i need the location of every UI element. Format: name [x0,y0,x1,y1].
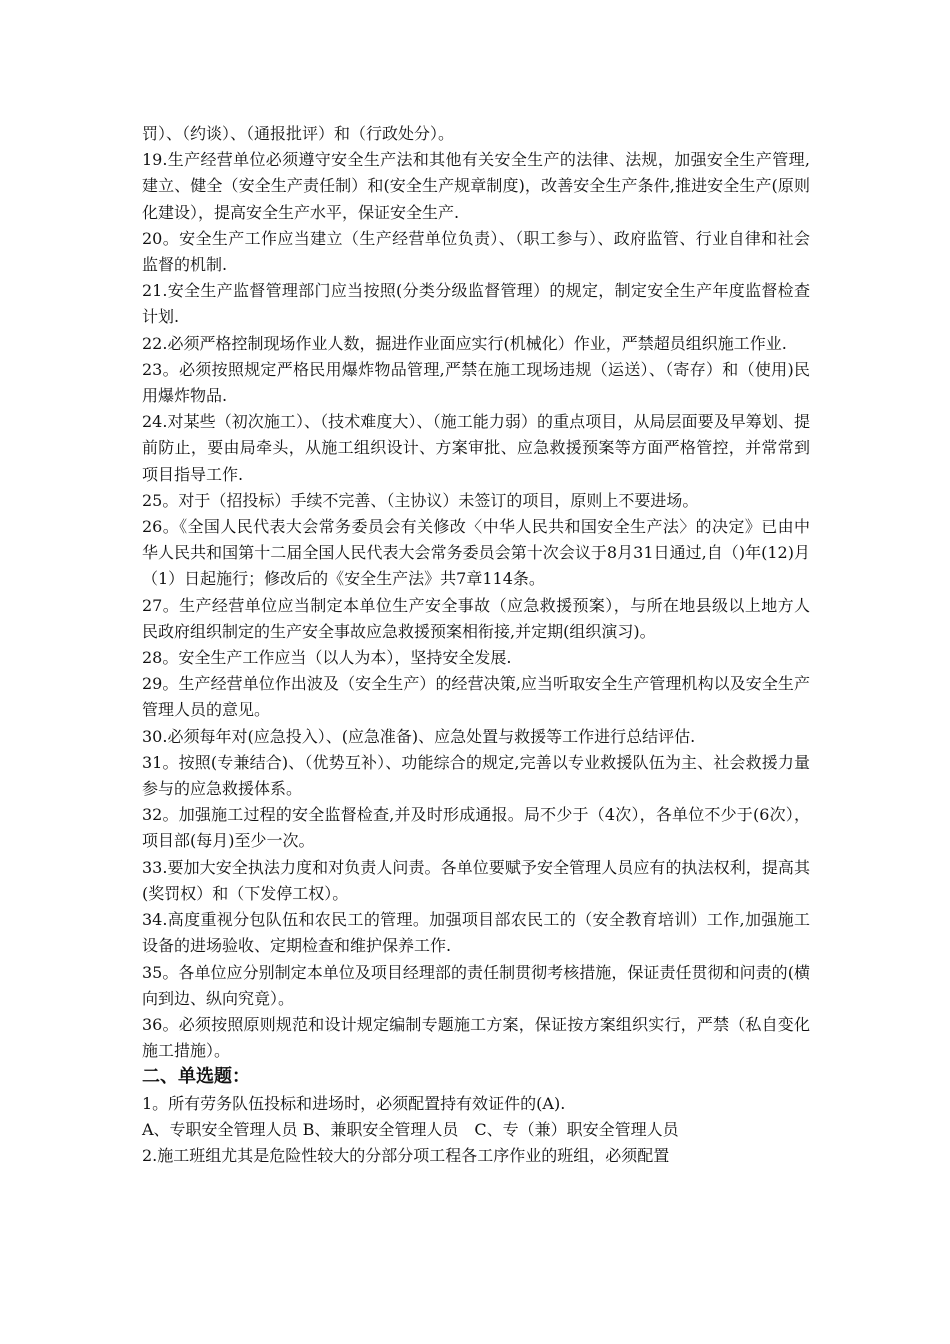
paragraph: 32。加强施工过程的安全监督检查,并及时形成通报。局不少于（4次），各单位不少于(6次），项目部(每月)至少一次。 [142,805,810,851]
question-paragraph: 1。所有劳务队伍投标和进场时，必须配置持有效证件的(A). [142,1093,566,1113]
document-body [142,121,810,1169]
paragraph: 27。生产经营单位应当制定本单位生产安全事故（应急救援预案），与所在地县级以上地方人民政府组织制定的生产安全事故应急救援预案相衔接,并定期(组织演习)。 [142,595,810,641]
paragraph: 22.必须严格控制现场作业人数，掘进作业面应实行(机械化）作业，严禁超员组织施工作业. [142,333,787,353]
paragraph: 34.高度重视分包队伍和农民工的管理。加强项目部农民工的（安全教育培训）工作,加强施工设备的进场验收、定期检查和维护保养工作. [142,910,810,956]
question-paragraph: 2.施工班组尤其是危险性较大的分部分项工程各工序作业的班组，必须配置 [142,1145,670,1165]
paragraph: 33.要加大安全执法力度和对负责人问责。各单位要赋予安全管理人员应有的执法权利，提高其(奖罚权）和（下发停工权）。 [142,857,810,903]
paragraph: 23。必须按照规定严格民用爆炸物品管理,严禁在施工现场违规（运送）、（寄存）和（使用)民用爆炸物品. [142,359,810,406]
paragraph: 35。各单位应分别制定本单位及项目经理部的责任制贯彻考核措施，保证责任贯彻和问责的(横向到边、纵向究竟）。 [142,962,810,1008]
paragraph: 30.必须每年对(应急投入）、(应急准备)、应急处置与救援等工作进行总结评估. [142,726,696,746]
paragraph: 20。安全生产工作应当建立（生产经营单位负责）、（职工参与）、政府监管、行业自律和社会监督的机制. [142,228,810,275]
paragraph: 29。生产经营单位作出波及（安全生产）的经营决策,应当听取安全生产管理机构以及安全生产管理人员的意见。 [142,674,810,720]
paragraph: 26。《全国人民代表大会常务委员会有关修改〈中华人民共和国安全生产法〉的决定》已由中华人民共和国第十二届全国人民代表大会常务委员会第十次会议于8月31日通过,自（)年(12)月（1）日起施行；修改后的《安全生产法》共7章114条。 [142,517,810,589]
answer-options: A、专职安全管理人员 B、兼职安全管理人员 C、专（兼）职安全管理人员 [142,1119,679,1139]
paragraph: 25。对于（招投标）手续不完善、（主协议）未签订的项目，原则上不要进场。 [142,490,699,510]
paragraph: 19.生产经营单位必须遵守安全生产法和其他有关安全生产的法律、法规，加强安全生产管理,建立、健全（安全生产责任制）和(安全生产规章制度)，改善安全生产条件,推进安全生产(原则化建设），提高安全生产水平，保证安全生产. [142,150,810,222]
paragraph: 28。安全生产工作应当（以人为本），坚持安全发展. [142,648,512,668]
paragraph: 24.对某些（初次施工）、（技术难度大）、（施工能力弱）的重点项目，从局层面要及早筹划、提前防止，要由局牵头，从施工组织设计、方案审批、应急救援预案等方面严格管控，并常常到项目指导工作. [142,412,810,484]
paragraph: 21.安全生产监督管理部门应当按照(分类分级监督管理）的规定，制定安全生产年度监督检查计划. [142,281,810,327]
paragraph: 36。必须按照原则规范和设计规定编制专题施工方案，保证按方案组织实行，严禁（私自变化施工措施）。 [142,1014,810,1061]
paragraph: 罚）、（约谈）、（通报批评）和（行政处分）。 [142,124,455,143]
section-heading: 二、单选题： [142,1066,250,1088]
paragraph: 31。按照(专兼结合)、（优势互补）、功能综合的规定,完善以专业救援队伍为主、社会救援力量参与的应急救援体系。 [142,752,810,799]
